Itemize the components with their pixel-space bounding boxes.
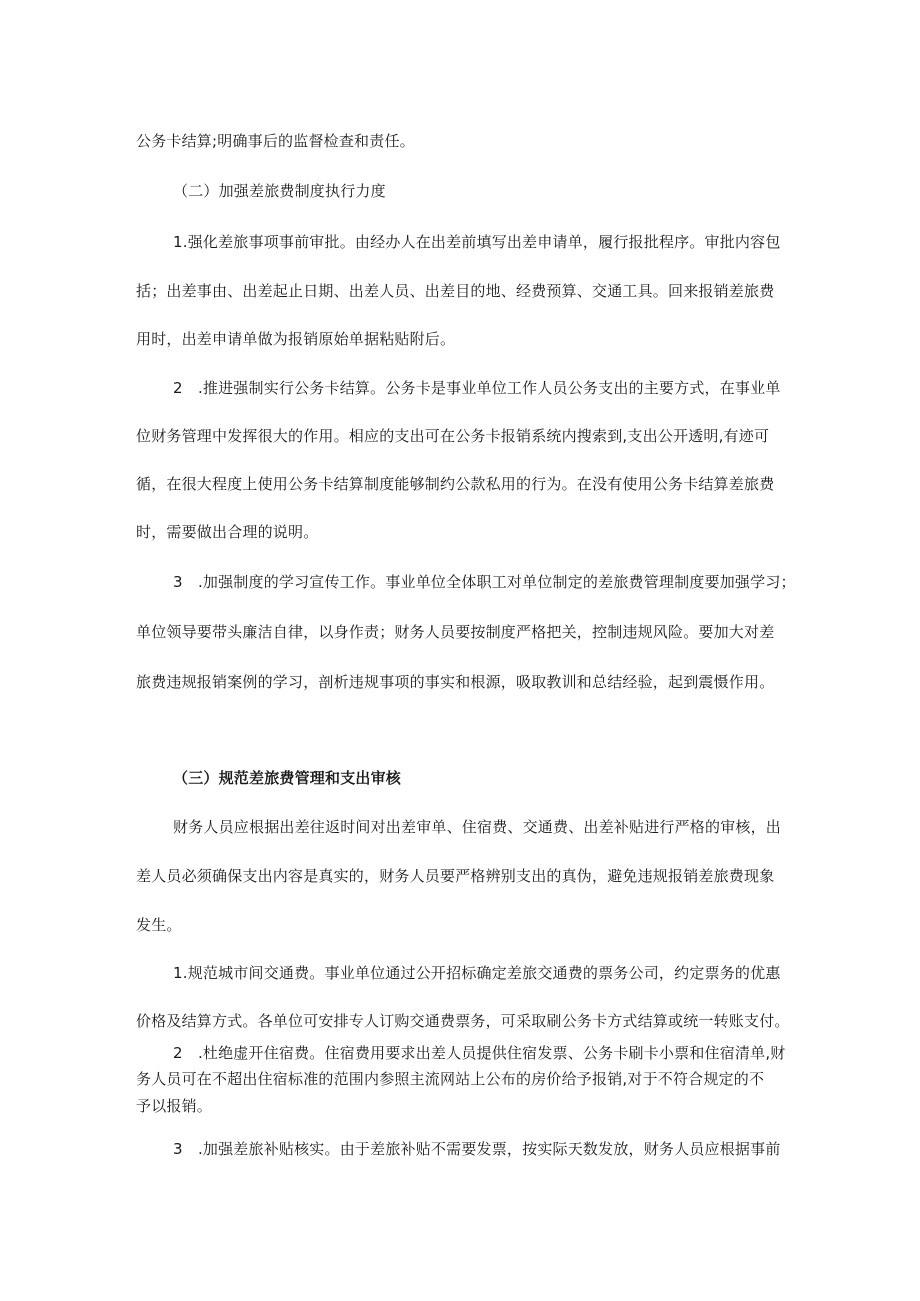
paragraph-line: 务人员可在不超出住宿标准的范围内参照主流网站上公布的房价给予报销,对于不符合规定的不: [136, 1070, 765, 1088]
paragraph-line: 价格及结算方式。各单位可安排专人订购交通费票务，可采取刷公务卡方式结算或统一转账支付。: [136, 1012, 790, 1030]
paragraph-line: 旅费违规报销案例的学习，剖析违规事项的事实和根源，吸取教训和总结经验，起到震慑作用。: [136, 673, 775, 691]
paragraph-line: 财务人员应根据出差往返时间对出差审单、住宿费、交通费、出差补贴进行严格的审核，出: [173, 818, 782, 836]
section-heading: （二）加强差旅费制度执行力度: [173, 182, 386, 200]
paragraph-line: 1.规范城市间交通费。事业单位通过公开招标确定差旅交通费的票务公司，约定票务的优惠: [173, 964, 781, 982]
paragraph-line: 2 .推进强制实行公务卡结算。公务卡是事业单位工作人员公务支出的主要方式，在事业单: [173, 379, 781, 397]
paragraph-line: 发生。: [136, 916, 182, 934]
paragraph-line: 循，在很大程度上使用公务卡结算制度能够制约公款私用的行为。在没有使用公务卡结算差旅费: [136, 475, 775, 493]
paragraph-line: 用时，出差申请单做为报销原始单据粘贴附后。: [136, 330, 456, 348]
paragraph-line: 位财务管理中发挥很大的作用。相应的支出可在公务卡报销系统内搜索到,支出公开透明,有迹可: [136, 427, 770, 445]
paragraph-line: 3 .加强差旅补贴核实。由于差旅补贴不需要发票，按实际天数发放，财务人员应根据事前: [173, 1140, 781, 1158]
paragraph-line: 括；出差事由、出差起止日期、出差人员、出差目的地、经费预算、交通工具。回来报销差旅费: [136, 282, 775, 300]
paragraph-line: 1.强化差旅事项事前审批。由经办人在出差前填写出差申请单，履行报批程序。审批内容包: [173, 233, 781, 251]
paragraph-line: 公务卡结算;明确事后的监督检查和责任。: [136, 132, 415, 150]
paragraph-line: 单位领导要带头廉洁自律，以身作责；财务人员要按制度严格把关，控制违规风险。要加大对差: [136, 623, 775, 641]
paragraph-line: 差人员必须确保支出内容是真实的，财务人员要严格辨别支出的真伪，避免违规报销差旅费现象: [136, 867, 775, 885]
paragraph-line: 3 .加强制度的学习宣传工作。事业单位全体职工对单位制定的差旅费管理制度要加强学习；: [173, 573, 796, 591]
paragraph-line: 2 .杜绝虚开住宿费。住宿费用要求出差人员提供住宿发票、公务卡刷卡小票和住宿清单,财: [173, 1044, 786, 1062]
paragraph-line: 时，需要做出合理的说明。: [136, 523, 319, 541]
paragraph-line: 予以报销。: [136, 1097, 213, 1115]
section-heading: （三）规范差旅费管理和支出审核: [173, 769, 402, 787]
